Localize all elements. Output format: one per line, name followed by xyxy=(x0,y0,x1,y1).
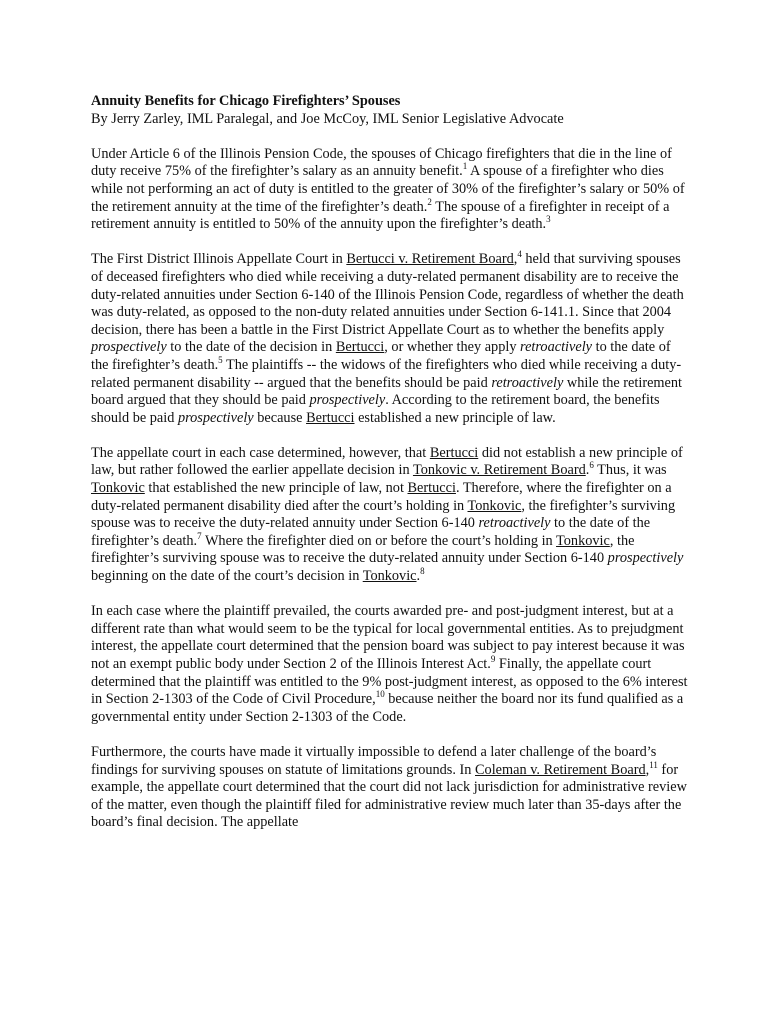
text-run: for example, the appellate court determined that the court did not lack jurisdiction for administrative review of the matter, even though the plaintiff filed for administrative review much later than 35-days after the board’s final decision. The appellate xyxy=(91,761,687,831)
article-body xyxy=(91,93,691,850)
text-run: while the retirement board argued that they should be paid xyxy=(91,374,683,409)
text-run: did not establish a new principle of law, but rather followed the earlier appellate decision in xyxy=(91,444,683,479)
footnote-ref: 1 xyxy=(462,161,468,172)
text-run: because xyxy=(253,409,307,426)
paragraph-2 xyxy=(91,251,691,427)
text-run: . xyxy=(416,568,421,585)
text-run: A spouse of a firefighter who dies while not performing an act of duty is entitled to the greater of 30% of the firefighter’s salary or 50% of the retirement annuity at the time of the firefighter’s death. xyxy=(91,163,685,215)
emphasis: retroactively xyxy=(491,374,564,391)
article-title: Annuity Benefits for Chicago Firefighters’ Spouses xyxy=(91,93,401,109)
footnote-ref: 6 xyxy=(589,460,594,471)
case-citation: Bertucci xyxy=(335,339,385,356)
paragraph-4 xyxy=(91,603,691,726)
article-byline: By Jerry Zarley, IML Paralegal, and Joe McCoy, IML Senior Legislative Advocate xyxy=(91,110,564,127)
case-citation: Bertucci v. Retirement Board xyxy=(346,251,514,268)
text-run: to the date of the decision in xyxy=(166,339,336,356)
case-citation: Tonkovic xyxy=(362,568,417,585)
text-run: . xyxy=(585,462,590,479)
text-run: Where the firefighter died on or before the court’s holding in xyxy=(201,532,557,549)
text-run: established a new principle of law. xyxy=(354,409,556,426)
paragraph-1 xyxy=(91,146,691,234)
case-citation: Bertucci xyxy=(429,444,479,461)
text-run: . According to the retirement board, the benefits should be paid xyxy=(91,392,660,426)
case-citation: Tonkovic xyxy=(91,480,145,497)
footnote-ref: 2 xyxy=(427,196,432,207)
footnote-ref: 9 xyxy=(490,654,496,665)
text-run: In each case where the plaintiff prevailed, the courts awarded pre- and post-judgment interest, but at a different rate than what would seem to be the typical for local governmental entities. As to prejudgment interest, the appellate court determined that the pension board was subject to pay interest because it was not an exempt public body under Section 2 of the Illinois Interest Act. xyxy=(91,603,685,672)
text-run: , xyxy=(645,761,650,778)
paragraph-3 xyxy=(91,445,691,586)
case-citation: Bertucci xyxy=(407,480,456,497)
footnote-ref: 8 xyxy=(420,566,425,577)
text-run: Thus, it was xyxy=(593,462,667,479)
paragraph-5 xyxy=(91,744,691,832)
text-run: that established the new principle of law, not xyxy=(144,480,408,497)
footnote-ref: 11 xyxy=(649,759,658,770)
emphasis: retroactively xyxy=(520,339,593,356)
footnote-ref: 4 xyxy=(517,249,522,260)
text-run: Under Article 6 of the Illinois Pension Code, the spouses of Chicago firefighters that die in the line of duty receive 75% of the firefighter’s salary as an annuity benefit. xyxy=(91,145,672,180)
text-run: held that surviving spouses of deceased firefighters who died while receiving a duty-related permanent disability are to receive the duty-related annuities under Section 6-140 of the Illinois Pension Code, regardless of whether the death was duty-related, as opposed to the non-duty related annuities under Section 6-141.1. Since that 2004 decision, there has been a battle in the First District Appellate Court as to whether the benefits apply xyxy=(91,251,684,338)
footnote-ref: 10 xyxy=(375,689,385,700)
text-run: . Therefore, where the firefighter on a duty-related permanent disability died after the court’s holding in xyxy=(91,480,672,514)
text-run: , the firefighter’s surviving spouse was to receive the duty-related annuity under Section 6-140 xyxy=(91,532,635,567)
text-run: The appellate court in each case determined, however, that xyxy=(91,444,430,461)
text-run: Finally, the appellate court determined that the plaintiff was entitled to the 9% post-judgment interest, as opposed to the 6% interest in Section 2-1303 of the Code of Civil Procedure, xyxy=(91,656,688,708)
emphasis: retroactively xyxy=(478,515,551,532)
case-citation: Bertucci xyxy=(306,409,355,426)
case-citation: Tonkovic xyxy=(556,532,610,549)
text-run: The First District Illinois Appellate Court in xyxy=(91,251,347,268)
case-citation: Tonkovic xyxy=(467,497,522,514)
emphasis: prospectively xyxy=(607,550,684,567)
emphasis: prospectively xyxy=(309,392,386,409)
text-run: , xyxy=(513,251,518,268)
text-run: Furthermore, the courts have made it virtually impossible to defend a later challenge of the board’s findings for surviving spouses on statute of limitations grounds. In xyxy=(91,743,657,778)
text-run: to the date of the firefighter’s death. xyxy=(91,515,651,549)
text-run: , or whether they apply xyxy=(384,339,521,356)
text-run: The spouse of a firefighter in receipt of a retirement annuity is entitled to 50% of the annuity upon the firefighter’s death. xyxy=(91,198,670,233)
text-run: beginning on the date of the court’s decision in xyxy=(91,568,363,585)
case-citation: Coleman v. Retirement Board xyxy=(475,761,646,778)
footnote-ref: 3 xyxy=(546,214,551,225)
footnote-ref: 5 xyxy=(218,355,223,366)
text-run: , the firefighter’s surviving spouse was to receive the duty-related annuity under Section 6-140 xyxy=(91,497,676,532)
emphasis: prospectively xyxy=(177,409,254,426)
case-citation: Tonkovic v. Retirement Board xyxy=(412,462,586,479)
text-run: to the date of the firefighter’s death. xyxy=(91,339,671,373)
emphasis: prospectively xyxy=(91,339,167,356)
text-run: The plaintiffs -- the widows of the firefighters who died while receiving a duty-related permanent disability -- argued that the benefits should be paid xyxy=(91,356,682,391)
footnote-ref: 7 xyxy=(197,531,202,542)
text-run: because neither the board nor its fund qualified as a governmental entity under Section 2-1303 of the Code. xyxy=(91,691,684,725)
